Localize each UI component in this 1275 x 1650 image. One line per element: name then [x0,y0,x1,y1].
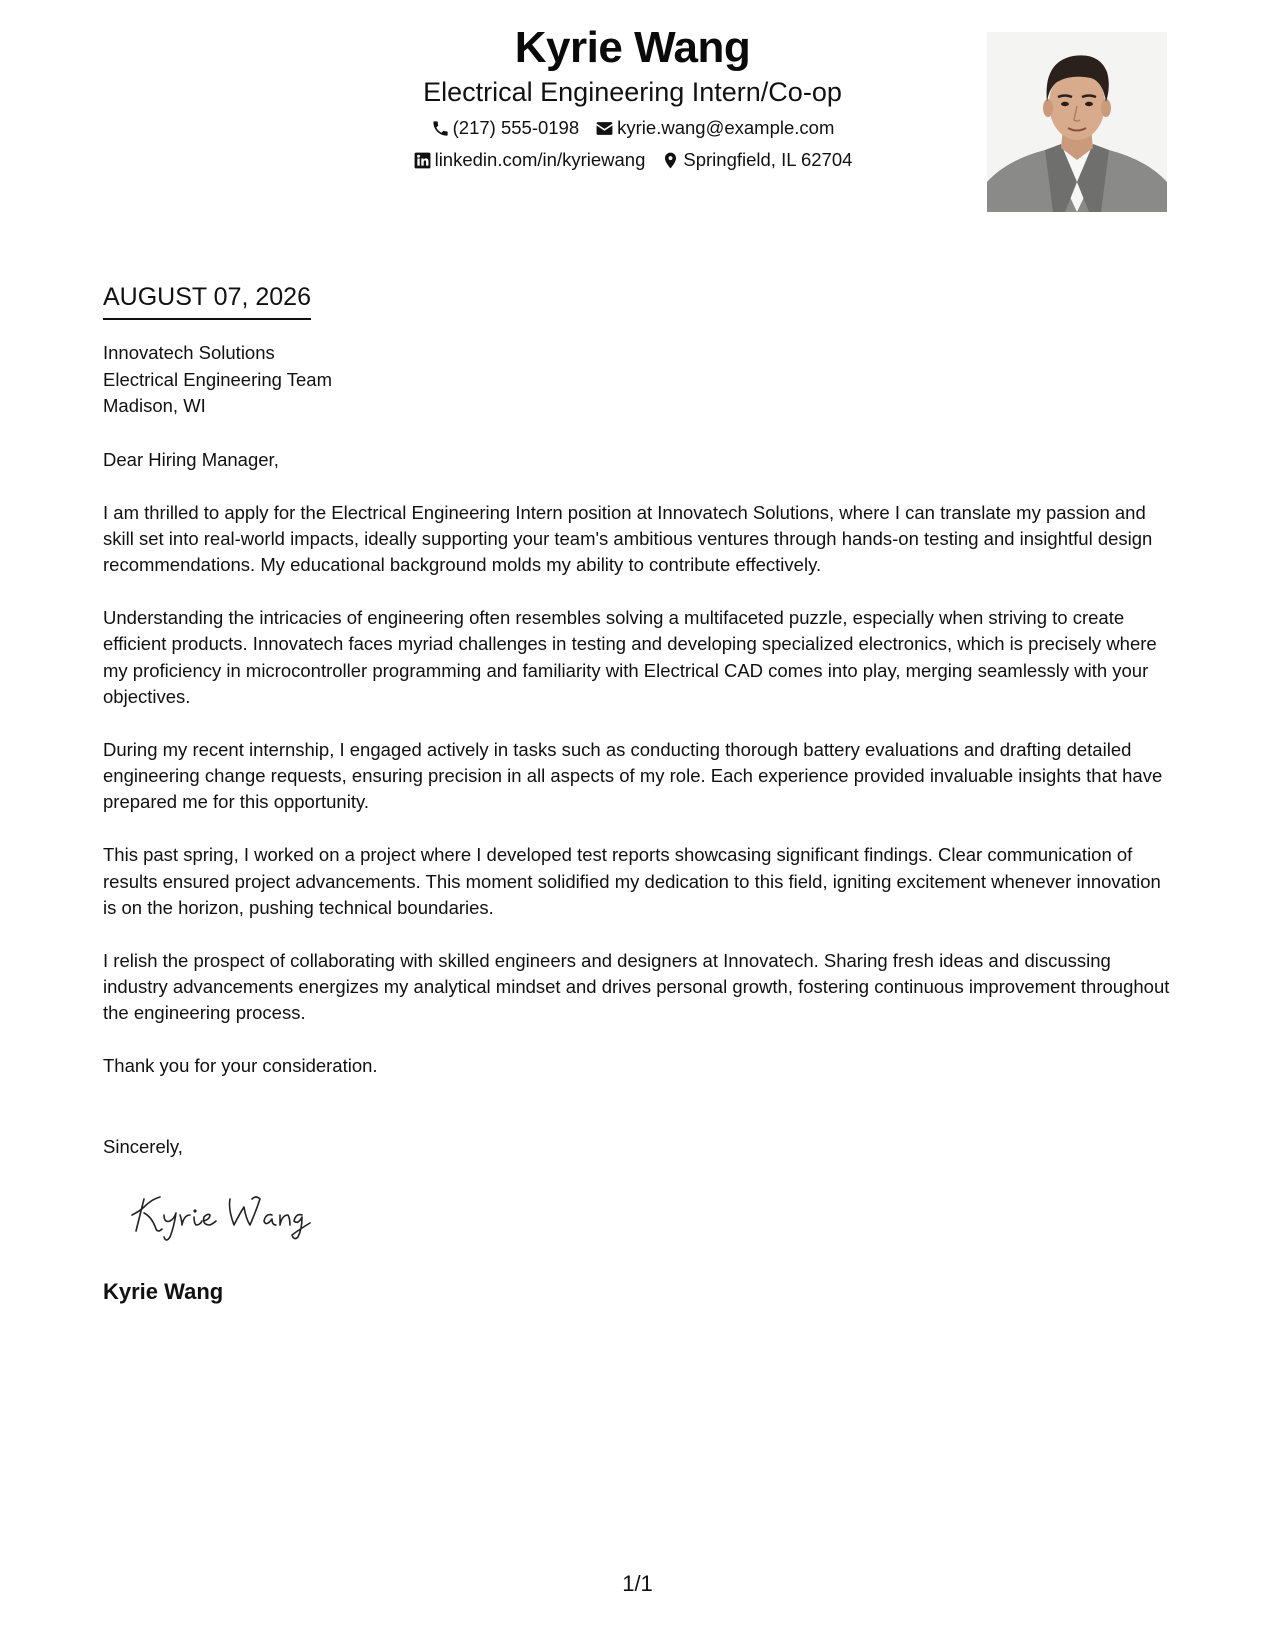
contact-email[interactable] [595,116,834,140]
applicant-name: Kyrie Wang [514,23,751,72]
paragraph-1: I am thrilled to apply for the Electrical Engineering Intern position at Innovatech Solutions, where I can translate my passion and skill set into real-world impacts, ideally supporting your team's ambitious ventures through hands-on testing and insightful design recommendations. My educational background molds my ability to contribute effectively. [103,501,1153,576]
paragraph-3: During my recent internship, I engaged actively in tasks such as conducting thorough battery evaluations and drafting detailed engineering change requests, ensuring precision in all aspects of my role. Each experience provided invaluable insights that have prepared me for this opportunity. [103,738,1163,813]
envelope-icon [595,119,614,138]
phone-icon [431,119,450,138]
linkedin-icon [413,151,432,170]
map-pin-icon [661,151,680,170]
salutation: Dear Hiring Manager, [103,449,279,470]
recipient-location: Madison, WI [103,395,206,416]
thanks-line: Thank you for your consideration. [103,1055,378,1077]
profile-photo [987,32,1167,212]
signature-image [130,1185,340,1245]
signer-name: Kyrie Wang [103,1279,224,1304]
letter-body [103,447,1178,1106]
location-text: Springfield, IL 62704 [683,149,853,170]
paragraph-4: This past spring, I worked on a project where I developed test reports showcasing significant findings. Clear communication of results ensured project advancements. This moment solidified my dedication to this field, igniting excitement whenever innovation is on the horizon, pushing technical boundaries. [103,844,1161,918]
recipient-block [103,340,332,420]
phone-text: (217) 555-0198 [452,117,580,138]
applicant-title: Electrical Engineering Intern/Co-op [423,77,842,107]
paragraph-5: I relish the prospect of collaborating with skilled engineers and designers at Innovatech. Sharing fresh ideas and discussing industry advancements energizes my analytical mindset and drives personal growth, fostering continuous improvement throughout the engineering process. [103,949,1170,1024]
valediction: Sincerely, [103,1136,183,1157]
contact-phone[interactable] [431,116,580,140]
letter-date: AUGUST 07, 2026 [103,280,311,320]
contact-linkedin[interactable] [413,148,646,172]
page-number: 1/1 [622,1571,653,1596]
recipient-company: Innovatech Solutions [103,342,275,363]
letter-header [0,20,1275,220]
linkedin-text: linkedin.com/in/kyriewang [434,149,646,170]
contact-location [661,148,852,172]
email-text: kyrie.wang@example.com [617,117,835,138]
paragraph-2: Understanding the intricacies of engineering often resembles solving a multifaceted puzzle, especially when striving to create efficient products. Innovatech faces myriad challenges in testing and developing specialized electronics, which is precisely where my proficiency in microcontroller programming and familiarity with Electrical CAD comes into play, merging seamlessly with your objectives. [103,607,1157,708]
recipient-team: Electrical Engineering Team [103,368,332,390]
